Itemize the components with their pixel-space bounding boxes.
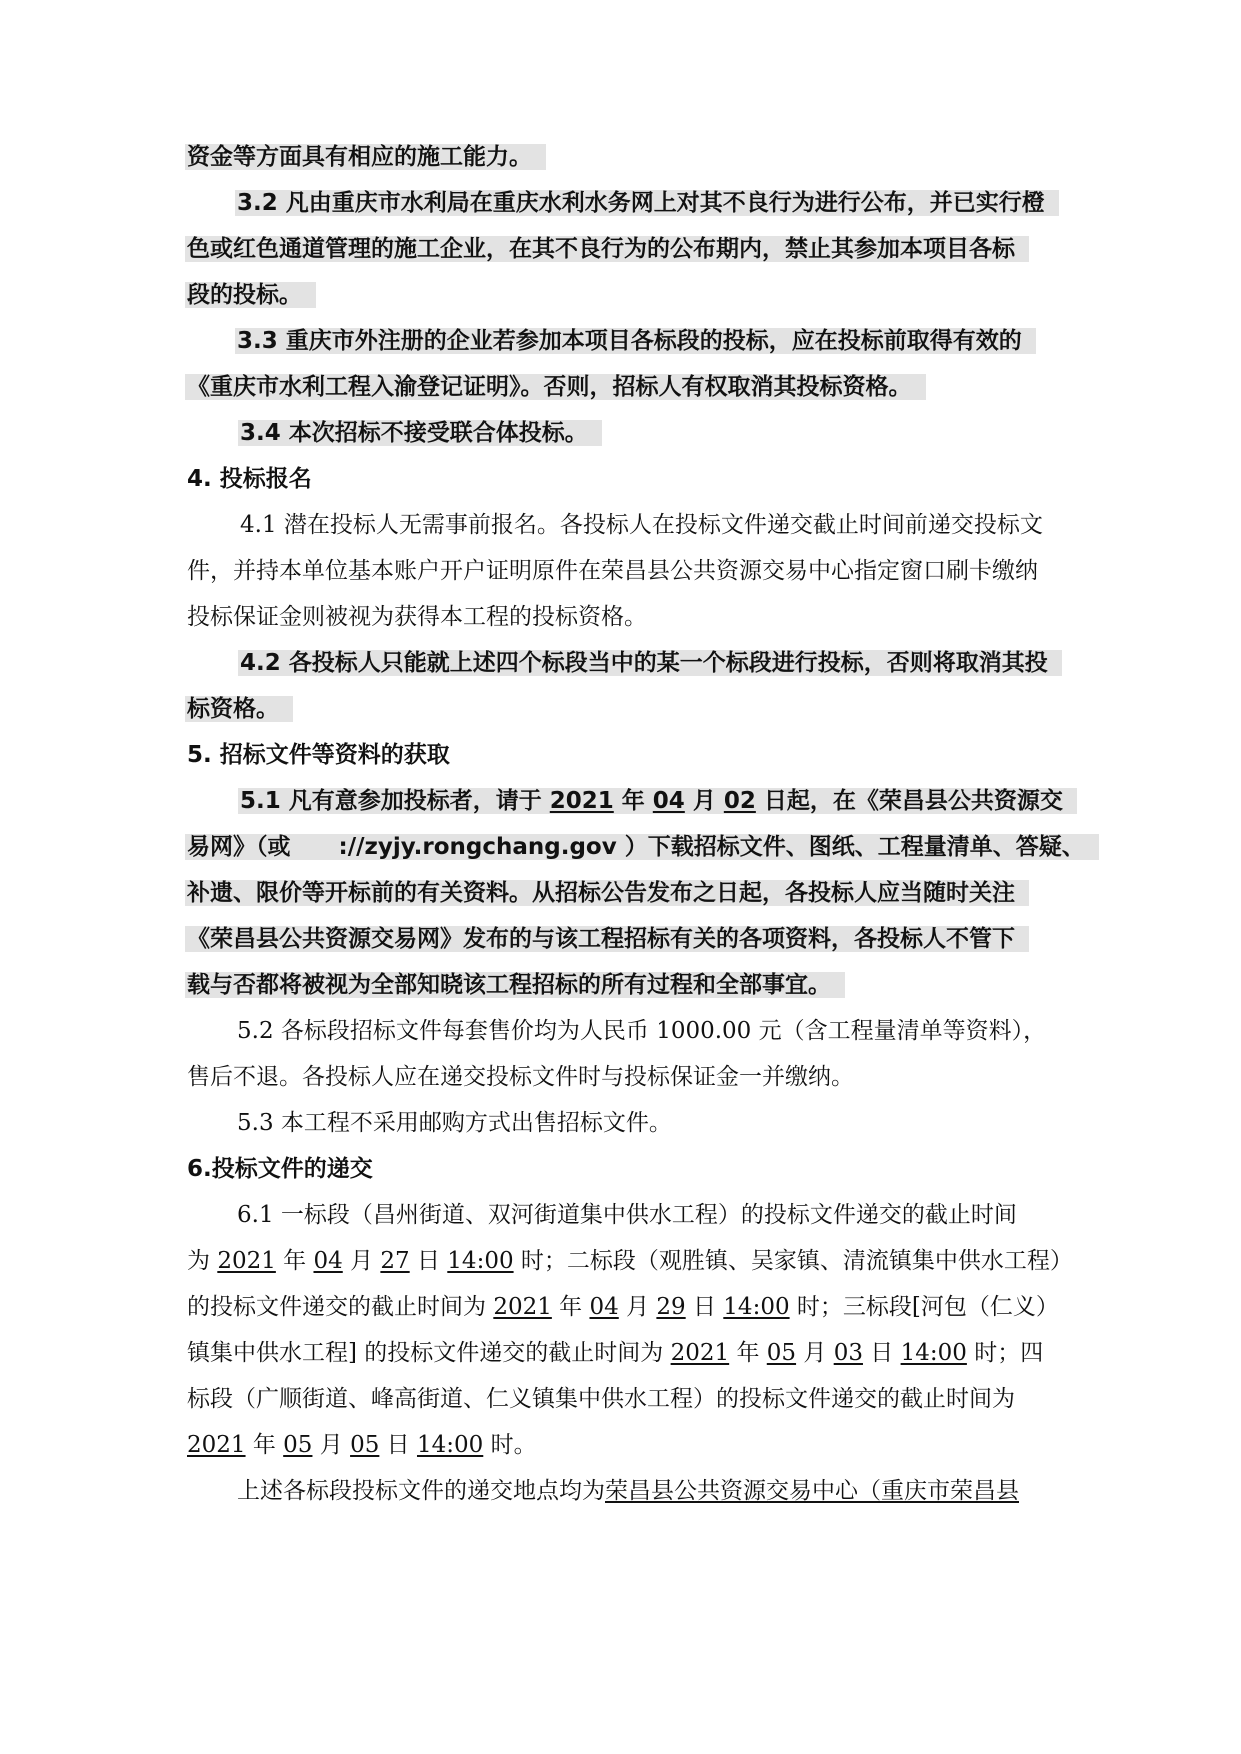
para-6-1-line2: 为 2021 年 04 月 27 日 14:00 时；二标段（观胜镇、吴家镇、清流镇集中供水工程） [187, 1248, 1073, 1274]
para-5-2-line1: 5.2 各标段招标文件每套售价均为人民币 1000.00 元（含工程量清单等资料）， [237, 1018, 1047, 1044]
section-6-heading: 6.投标文件的递交 [187, 1156, 373, 1182]
para-5-1-line5: 载与否都将被视为全部知晓该工程招标的所有过程和全部事宜。 [187, 962, 845, 1008]
para-6-1-line1: 6.1 一标段（昌州街道、双河街道集中供水工程）的投标文件递交的截止时间 [237, 1202, 1017, 1228]
para-5-1-line3: 补遗、限价等开标前的有关资料。从招标公告发布之日起，各投标人应当随时关注 [187, 870, 1029, 916]
submission-location: 荣昌县公共资源交易中心（重庆市荣昌县 [605, 1478, 1019, 1504]
para-3-2-line2: 色或红色通道管理的施工企业，在其不良行为的公布期内，禁止其参加本项目各标 [187, 226, 1029, 272]
para-6-1-line5: 标段（广顺街道、峰高街道、仁义镇集中供水工程）的投标文件递交的截止时间为 [187, 1386, 1015, 1412]
para-3-3-line2: 《重庆市水利工程入渝登记证明》。否则，招标人有权取消其投标资格。 [187, 364, 926, 410]
website-url[interactable]: ://zyjy.rongchang.gov [338, 834, 617, 860]
para-4-1-line2: 件，并持本单位基本账户开户证明原件在荣昌县公共资源交易中心指定窗口刷卡缴纳 [187, 558, 1038, 584]
section-4-heading: 4. 投标报名 [187, 466, 312, 492]
para-3-4: 3.4 本次招标不接受联合体投标。 [240, 410, 602, 456]
para-6-2-line1: 上述各标段投标文件的递交地点均为荣昌县公共资源交易中心（重庆市荣昌县 [237, 1478, 1019, 1504]
para-6-1-line3: 的投标文件递交的截止时间为 2021 年 04 月 29 日 14:00 时；三标段[河包（仁义） [187, 1294, 1059, 1320]
para-4-2-line1: 4.2 各投标人只能就上述四个标段当中的某一个标段进行投标，否则将取消其投 [240, 640, 1062, 686]
para-5-1-line2: 易网》（或 ://zyjy.rongchang.gov ）下载招标文件、图纸、工程量清单、答疑、 [187, 824, 1099, 870]
para-5-1-line4: 《荣昌县公共资源交易网》发布的与该工程招标有关的各项资料，各投标人不管下 [187, 916, 1029, 962]
para-3-2-line3: 段的投标。 [187, 272, 316, 318]
para-4-1-line1: 4.1 潜在投标人无需事前报名。各投标人在投标文件递交截止时间前递交投标文 [240, 512, 1043, 538]
para-4-2-line2: 标资格。 [187, 686, 293, 732]
para-6-1-line6: 2021 年 05 月 05 日 14:00 时。 [187, 1432, 537, 1458]
para-3-3-line1: 3.3 重庆市外注册的企业若参加本项目各标段的投标，应在投标前取得有效的 [237, 318, 1036, 364]
para-5-3: 5.3 本工程不采用邮购方式出售招标文件。 [237, 1110, 672, 1136]
para-5-2-line2: 售后不退。各投标人应在递交投标文件时与投标保证金一并缴纳。 [187, 1064, 854, 1090]
section-5-heading: 5. 招标文件等资料的获取 [187, 742, 450, 768]
para-3-1-tail: 资金等方面具有相应的施工能力。 [187, 134, 546, 180]
para-4-1-line3: 投标保证金则被视为获得本工程的投标资格。 [187, 604, 647, 630]
para-5-1-line1: 5.1 凡有意参加投标者，请于 2021 年 04 月 02 日起，在《荣昌县公共资源交 [240, 778, 1077, 824]
para-3-2-line1: 3.2 凡由重庆市水利局在重庆水利水务网上对其不良行为进行公布，并已实行橙 [237, 180, 1059, 226]
para-6-1-line4: 镇集中供水工程] 的投标文件递交的截止时间为 2021 年 05 月 03 日 14:00 时；四 [187, 1340, 1044, 1366]
